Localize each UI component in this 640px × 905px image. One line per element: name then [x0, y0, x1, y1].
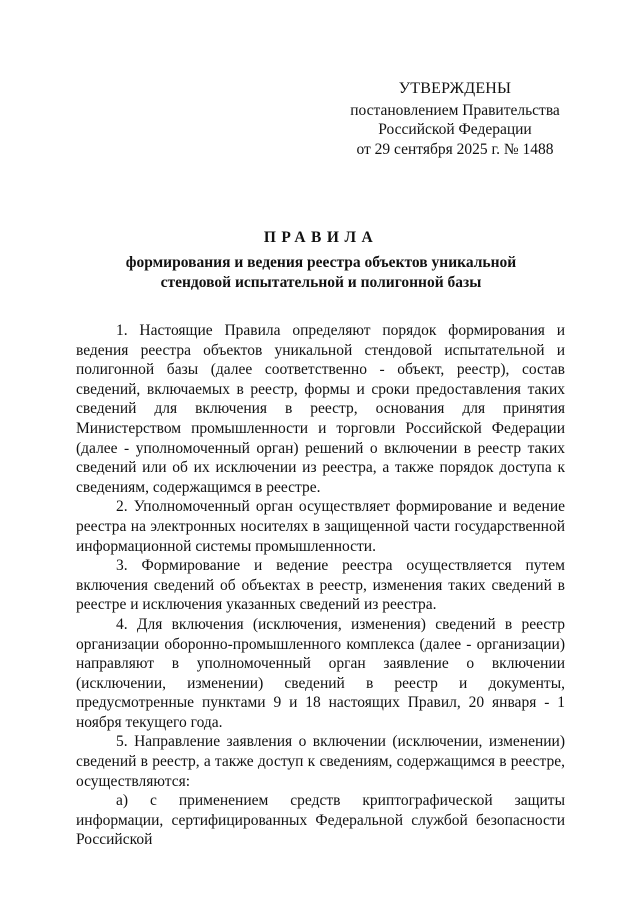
approval-line-2: Российской Федерации: [378, 121, 532, 138]
approval-heading: УТВЕРЖДЕНЫ: [398, 80, 512, 97]
document-body: [76, 321, 565, 850]
document-subtitle: [76, 253, 566, 292]
approval-stamp-block: [330, 79, 580, 159]
document-subtitle-line-1: формирования и ведения реестра объектов уникальной: [125, 254, 517, 271]
paragraph-3: 3. Формирование и ведение реестра осуществляется путем включения сведений об объектах в реестр, изменения таких сведений в реестре и исключения указанных сведений из реестра.: [76, 557, 565, 614]
document-title: ПРАВИЛА: [263, 229, 379, 246]
paragraph-4: 4. Для включения (исключения, изменения) сведений в реестр организации оборонно-промышленного комплекса (далее - организации) направляют в уполномоченный орган заявление о включении (исключении, изменении) сведений в реестр и документы, предусмотренные пунктами 9 и 18 настоящих Правил, 20 января - 1 ноября текущего года.: [76, 615, 565, 731]
approval-line-1: постановлением Правительства: [350, 101, 560, 119]
document-subtitle-line-2: стендовой испытательной и полигонной базы: [160, 273, 482, 291]
paragraph-5a: а) с применением средств криптографической защиты информации, сертифицированных Федеральной службой безопасности Российской: [76, 792, 565, 849]
approval-line-3: от 29 сентября 2025 г. № 1488: [356, 140, 554, 158]
paragraph-5: 5. Направление заявления о включении (исключении, изменении) сведений в реестр, а также доступ к сведениям, содержащимся в реестре, осуществляются:: [76, 733, 565, 790]
paragraph-1: 1. Настоящие Правила определяют порядок формирования и ведения реестра объектов уникальной стендовой испытательной и полигонной базы (далее соответственно - объект, реестр), состав сведений, включаемых в реестр, формы и сроки предоставления таких сведений для включения в реестр, основания для принятия Министерством промышленности и торговли Российской Федерации (далее - уполномоченный орган) решений о включении в реестр таких сведений или об их исключении из реестра, а также порядок доступа к сведениям, содержащимся в реестре.: [76, 322, 565, 496]
paragraph-2: 2. Уполномоченный орган осуществляет формирование и ведение реестра на электронных носителях в защищенной части государственной информационной системы промышленности.: [76, 498, 565, 555]
